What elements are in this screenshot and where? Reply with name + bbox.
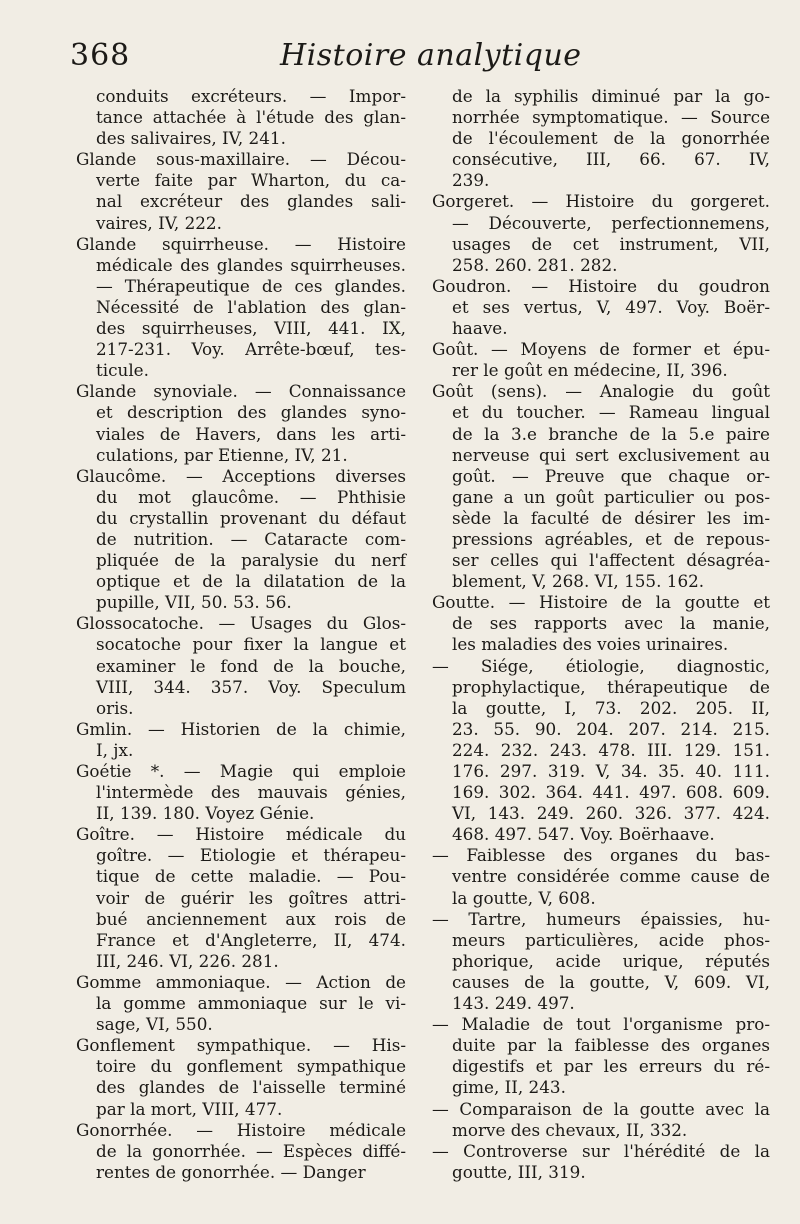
index-entry [432,339,770,381]
entry-line: la goutte, V, 608. [452,887,596,908]
entry-line: l'intermède des mauvais génies, [96,782,406,803]
index-entry [76,1120,406,1183]
entry-line: Gomme ammoniaque. — Action de [76,971,406,992]
entry-line: duite par la faiblesse des organes [452,1035,770,1056]
entry-line: 224. 232. 243. 478. III. 129. 151. [452,739,770,760]
entry-line: la goutte, I, 73. 202. 205. II, [452,697,770,718]
entry-line: pressions agréables, et de repous- [452,528,770,549]
entry-line: oris. [96,697,134,718]
entry-line: Goût (sens). — Analogie du goût [432,381,770,402]
entry-line: ventre considérée comme cause de [452,866,770,887]
entry-line: de ses rapports avec la manie, [452,613,770,634]
index-entry [432,1099,770,1141]
entry-line: Nécessité de l'ablation des glan- [96,296,406,317]
entry-line: des glandes de l'aisselle terminé [96,1077,406,1098]
entry-line: vaires, IV, 222. [96,212,222,233]
left-column [76,86,406,1183]
entry-line: de la syphilis diminué par la go- [452,86,770,106]
entry-line: Glande sous-maxillaire. — Décou- [76,149,406,170]
entry-line: blement, V, 268. VI, 155. 162. [452,571,705,592]
entry-line: causes de la goutte, V, 609. VI, [452,971,770,992]
index-entry [76,1035,406,1119]
entry-line: norrhée symptomatique. — Source [452,107,770,128]
index-entry [76,824,406,972]
index-entry [432,276,770,339]
index-entry [432,381,770,592]
entry-line: gime, II, 243. [452,1077,566,1098]
entry-line: ser celles qui l'affectent désagréa- [452,550,770,571]
index-entry [432,1014,770,1098]
index-entry [432,191,770,275]
entry-line: Goître. — Histoire médicale du [76,824,406,845]
index-entry [432,86,770,191]
entry-line: III, 246. VI, 226. 281. [96,950,279,971]
entry-line: verte faite par Wharton, du ca- [96,170,406,191]
entry-line: voir de guérir les goîtres attri- [96,887,406,908]
entry-line: toire du gonflement sympathique [96,1056,406,1077]
entry-line: pupille, VII, 50. 53. 56. [96,592,292,613]
entry-line: Gorgeret. — Histoire du gorgeret. [432,191,770,212]
entry-line: consécutive, III, 66. 67. IV, [452,149,770,170]
entry-line: — Découverte, perfectionnemens, [452,212,770,233]
index-entry [76,381,406,465]
index-entry [76,234,406,382]
entry-line: de l'écoulement de la gonorrhée [452,128,770,149]
entry-line: II, 139. 180. Voyez Génie. [96,803,315,824]
entry-line: gane a un goût particulier ou pos- [452,486,770,507]
entry-line: prophylactique, thérapeutique de [452,676,770,697]
entry-line: des salivaires, IV, 241. [96,128,286,149]
entry-line: Glaucôme. — Acceptions diverses [76,465,406,486]
entry-line: nerveuse qui sert exclusivement au [452,444,770,465]
entry-line: — Tartre, humeurs épaissies, hu- [432,908,770,929]
entry-line: I, jx. [96,739,134,760]
entry-line: 176. 297. 319. V, 34. 35. 40. 111. [452,761,770,781]
index-entry [432,909,770,1014]
entry-line: du mot glaucôme. — Phthisie [96,486,406,507]
entry-line: de nutrition. — Cataracte com- [96,528,406,549]
running-title: Histoire analytique [280,38,582,73]
entry-line: goutte, III, 319. [452,1161,586,1182]
index-entry [432,592,770,655]
entry-line: 143. 249. 497. [452,993,575,1014]
entry-line: pliquée de la paralysie du nerf [96,550,406,571]
entry-line: sage, VI, 550. [96,1014,213,1035]
entry-line: 258. 260. 281. 282. [452,254,618,275]
entry-line: culations, par Etienne, IV, 21. [96,444,348,465]
index-entry [76,719,406,761]
entry-line: 217-231. Voy. Arrête-bœuf, tes- [96,339,406,360]
entry-line: VI, 143. 249. 260. 326. 377. 424. [452,803,770,824]
entry-line: VIII, 344. 357. Voy. Speculum [96,676,406,697]
entry-line: de la 3.e branche de la 5.e paire [452,423,770,444]
entry-line: 468. 497. 547. Voy. Boërhaave. [452,824,715,845]
entry-line: tique de cette maladie. — Pou- [96,866,406,887]
entry-line: Gonorrhée. — Histoire médicale [76,1119,406,1140]
entry-line: Goudron. — Histoire du goudron [432,275,770,296]
entry-line: et ses vertus, V, 497. Voy. Boër- [452,296,770,317]
entry-line: nal excréteur des glandes sali- [96,191,406,212]
entry-line: Goétie *. — Magie qui emploie [76,761,406,781]
entry-line: optique et de la dilatation de la [96,571,406,592]
entry-line: goître. — Etiologie et thérapeu- [96,845,406,866]
entry-line: rentes de gonorrhée. — Danger [96,1161,366,1182]
entry-line: Goutte. — Histoire de la goutte et [432,592,770,613]
entry-line: haave. [452,318,508,339]
entry-line: — Faiblesse des organes du bas- [432,845,770,866]
entry-line: Goût. — Moyens de former et épu- [432,339,770,360]
entry-line: morve des chevaux, II, 332. [452,1119,688,1140]
entry-line: examiner le fond de la bouche, [96,655,406,676]
index-entry [76,972,406,1035]
index-entry [76,761,406,824]
entry-line: Glande squirrheuse. — Histoire [76,233,406,254]
entry-line: sède la faculté de désirer les im- [452,507,770,528]
entry-line: socatoche pour fixer la langue et [96,634,406,655]
entry-line: rer le goût en médecine, II, 396. [452,360,728,381]
index-entry [76,86,406,149]
entry-line: médicale des glandes squirrheuses. [96,254,406,275]
index-entry [432,845,770,908]
index-entry [76,149,406,233]
entry-line: du crystallin provenant du défaut [96,507,406,528]
entry-line: digestifs et par les erreurs du ré- [452,1056,770,1077]
entry-line: Gonflement sympathique. — His- [76,1035,406,1056]
entry-line: usages de cet instrument, VII, [452,233,770,254]
entry-line: 169. 302. 364. 441. 497. 608. 609. [452,782,770,803]
index-entry [432,656,770,846]
page-header [70,38,760,82]
entry-line: tance attachée à l'étude des glan- [96,107,406,128]
entry-line: goût. — Preuve que chaque or- [452,465,770,486]
entry-line: — Controverse sur l'hérédité de la [432,1140,770,1161]
entry-line: et description des glandes syno- [96,402,406,423]
entry-line: bué anciennement aux rois de [96,908,406,929]
entry-line: des squirrheuses, VIII, 441. IX, [96,318,406,339]
entry-line: — Maladie de tout l'organisme pro- [432,1014,770,1035]
entry-line: Gmlin. — Historien de la chimie, [76,718,406,739]
entry-line: et du toucher. — Rameau lingual [452,402,770,423]
entry-line: ticule. [96,360,149,381]
entry-line: meurs particulières, acide phos- [452,929,770,950]
entry-line: Glande synoviale. — Connaissance [76,381,406,402]
entry-line: Glossocatoche. — Usages du Glos- [76,613,406,634]
entry-line: la gomme ammoniaque sur le vi- [96,993,406,1014]
entry-line: de la gonorrhée. — Espèces diffé- [96,1140,406,1161]
index-entry [76,613,406,718]
entry-line: — Comparaison de la goutte avec la [432,1098,770,1119]
entry-line: France et d'Angleterre, II, 474. [96,929,406,950]
right-column [432,86,770,1183]
entry-line: viales de Havers, dans les arti- [96,423,406,444]
entry-line: 239. [452,170,490,191]
entry-line: les maladies des voies urinaires. [452,634,729,655]
entry-line: conduits excréteurs. — Impor- [96,86,406,106]
entry-line: par la mort, VIII, 477. [96,1098,283,1119]
index-entry [76,466,406,614]
index-entry [432,1141,770,1183]
entry-line: — Siége, étiologie, diagnostic, [432,655,770,676]
entry-line: 23. 55. 90. 204. 207. 214. 215. [452,718,770,739]
page-number: 368 [70,38,131,73]
entry-line: phorique, acide urique, réputés [452,950,770,971]
entry-line: — Thérapeutique de ces glandes. [96,275,406,296]
